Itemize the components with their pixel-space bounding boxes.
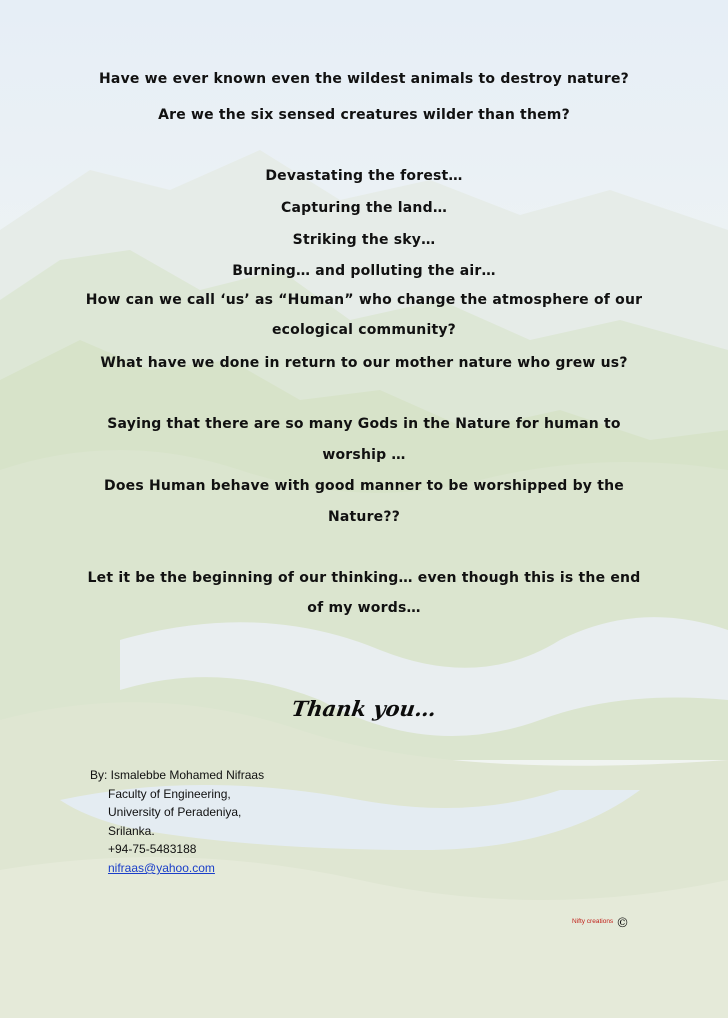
poem-line: Does Human behave with good manner to be worshipped by the: [104, 478, 624, 494]
poem-line: How can we call ‘us’ as “Human” who change the atmosphere of our: [85, 292, 643, 308]
poem-line: Burning… and polluting the air…: [232, 263, 496, 279]
poem-line: of my words…: [307, 600, 421, 616]
poem-line: Let it be the beginning of our thinking… even though this is the end: [87, 570, 641, 586]
poem-line: Saying that there are so many Gods in the Nature for human to: [107, 416, 621, 432]
thank-you-heading: Thank you…: [290, 696, 438, 721]
poem-line: ecological community?: [271, 322, 457, 338]
poem-line: What have we done in return to our mother nature who grew us?: [100, 355, 628, 371]
author-country: Srilanka.: [108, 823, 155, 838]
poem-line: Devastating the forest…: [265, 168, 463, 184]
poem-line: Have we ever known even the wildest animals to destroy nature?: [99, 71, 629, 87]
author-faculty: Faculty of Engineering,: [108, 786, 231, 801]
poem-line: Capturing the land…: [280, 200, 448, 216]
poem-line: Are we the six sensed creatures wilder than them?: [158, 107, 570, 123]
author-block: [90, 766, 264, 878]
poem-line: worship …: [322, 447, 406, 463]
author-email-wrap: [90, 859, 264, 878]
poem-line: Nature??: [327, 509, 401, 525]
author-university: University of Peradeniya,: [108, 805, 242, 820]
author-name: By: Ismalebbe Mohamed Nifraas: [90, 768, 265, 782]
credit-text: Nifty creations: [572, 918, 614, 925]
author-email-link[interactable]: nifraas@yahoo.com: [108, 860, 215, 875]
author-phone: +94-75-5483188: [108, 842, 197, 857]
poem-line: Striking the sky…: [292, 232, 436, 248]
copyright-symbol: ©: [616, 916, 629, 931]
